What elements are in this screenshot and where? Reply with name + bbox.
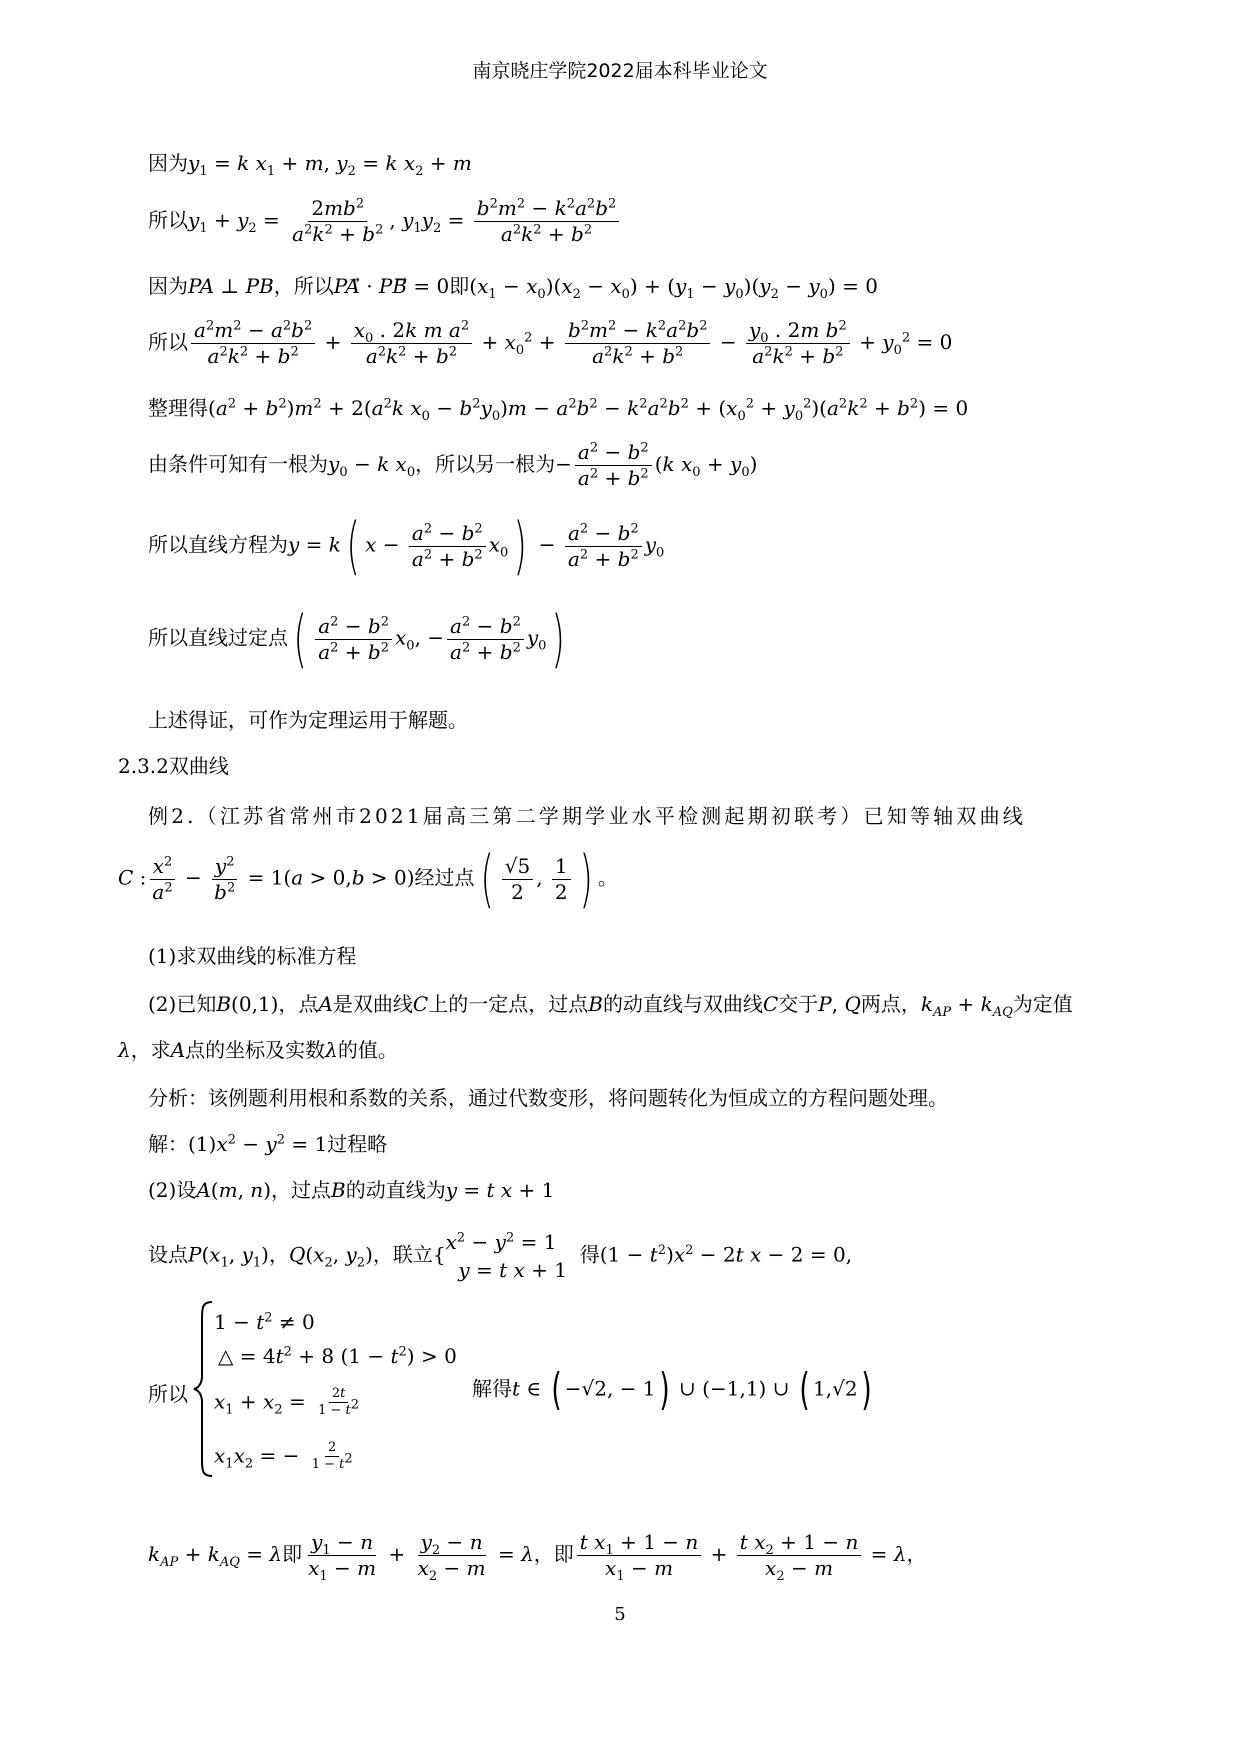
- text: 即: [282, 1542, 303, 1566]
- text: 两点，: [860, 992, 921, 1016]
- text: 解得: [472, 1376, 512, 1401]
- text: ，所以: [273, 274, 334, 298]
- text: 所以直线方程为: [148, 532, 288, 557]
- slope-sum: $k_{AP} + k_{AQ} = \lambda$即 $\frac{y_1 - n}{x_1 - m}$ + $\frac{y_2 - n}{x_2 - m}$ = λ，即 $\frac{t x_1 + 1 - n}{x_1 - m}$ + $\frac{t x_2 + 1 - n}{x_2 - m}$ = λ，: [148, 1530, 927, 1584]
- line-line-equation: 所以直线方程为y = k( x − $\frac{a^2 - b^2}{a^2 + b^2}$ $x_0$) − $\frac{a^2 - b^2}{a^2 + b^2}$ $y_0$: [148, 509, 665, 582]
- text: ，求: [130, 1038, 171, 1062]
- cond-2: △ = $4t^2 + 8$ $(1 - t^2) > 0$: [218, 1344, 457, 1368]
- text: 解：(1): [148, 1132, 217, 1156]
- text: ，即: [533, 1542, 574, 1566]
- line-fixed-point: 所以直线过定点( $\frac{a^2 - b^2}{a^2 + b^2}$ $x_0$, − $\frac{a^2 - b^2}{a^2 + b^2}$ $y_0$): [148, 602, 566, 675]
- cond-4: $x_1x_2$ = − $\frac{2}{1 - t^2}$: [214, 1440, 353, 1473]
- solution-2: (2)设A(m, n)，过点B的动直线为y = t x + 1: [148, 1178, 555, 1202]
- line-perpendicular: 因为PA ⊥ PB，所以PA⃗ · PB⃗ = 0即$(x_1 - x_0)(x_2 - x_0) + (y_1 - y_0)(y_2 - y_0) = 0$: [148, 274, 878, 302]
- so-label: 所以: [148, 1382, 188, 1406]
- proof-conclusion: 上述得证，可作为定理运用于解题。: [148, 708, 468, 732]
- solution-1: 解：$(1)x^2 - y^2 = 1$过程略: [148, 1132, 388, 1156]
- text: 的值。: [337, 1038, 398, 1062]
- set-points: 设点$P(x_1$, $y_1$)，$Q(x_2$, $y_2$)，联立{ $x^2 - y^2 = 1$ y = t x + 1 得$(1 - t^2)x^2 - 2t$ x − 2 = 0,: [148, 1230, 853, 1282]
- text: 经过点: [414, 865, 475, 890]
- text: 点的坐标及实数: [185, 1038, 326, 1062]
- text: 所以: [148, 208, 188, 232]
- text: (2)已知: [148, 992, 217, 1016]
- text: ，: [268, 1242, 289, 1267]
- text: 所以直线过定点: [148, 625, 288, 650]
- text: 即: [449, 274, 470, 298]
- line-expanded: 所以 $\frac{a^2m^2 - a^2b^2}{a^2k^2 + b^2}$ + $\frac{x_0 . 2k m a^2}{a^2k^2 + b^2}$ + $x_0^2$ + $\frac{b^2m^2 - k^2a^2b^2}{a^2k^2 + b^2}$ − $\frac{y_0 . 2m b^2}{a^2k^2 + b^2}$ + $y_0^2 = 0$: [148, 318, 953, 368]
- example-2-line2: C : $\frac{x^2}{a^2}$ − $\frac{y^2}{b^2}$ = 1(a > 0,b > 0)经过点( $\frac{√5}{2}$ , $\frac{1}{2}$ ) 。: [118, 842, 618, 915]
- text: 的动直线为: [345, 1178, 446, 1202]
- text: 过程略: [327, 1132, 388, 1156]
- question-1: (1)求双曲线的标准方程: [148, 944, 357, 968]
- analysis: 分析：该例题利用根和系数的关系，通过代数变形，将问题转化为恒成立的方程问题处理。: [148, 1086, 948, 1110]
- text: 上的一定点，过点: [428, 992, 589, 1016]
- text: 得: [579, 1242, 600, 1267]
- text: 设点: [148, 1242, 188, 1267]
- text: 为定值: [1012, 992, 1073, 1016]
- line-roots: 由条件可知有一根为$y_0 - k$ $x_0$，所以另一根为− $\frac{a^2 - b^2}{a^2 + b^2}$ (k $x_0 + y_0$): [148, 440, 758, 490]
- line-yi-kx: 因为$y_1 = k$ $x_1 + m$, $y_2 = k$ $x_2 + m$: [148, 151, 472, 179]
- text: ，点: [278, 992, 319, 1016]
- text: 由条件可知有一根为: [148, 452, 328, 476]
- text: ，所以另一根为: [415, 452, 556, 476]
- text: 的动直线与双曲线: [602, 992, 763, 1016]
- running-header: 南京晓庄学院2022届本科毕业论文: [472, 60, 768, 82]
- line-arranged: 整理得$(a^2 + b^2)m^2 + 2(a^2k$ $x_0 - b^2y_0)m - a^2b^2 - k^2a^2b^2 + (x_0^2 + y_0^2)(a^2k^2 + b^2) = 0$: [148, 396, 969, 424]
- left-brace: [192, 1300, 214, 1478]
- text: ，过点: [271, 1178, 331, 1202]
- cond-3: $x_1 + x_2$ = $\frac{2t}{1 - t^2}$: [214, 1386, 360, 1419]
- section-heading: 2.3.2双曲线: [118, 754, 229, 778]
- text: 因为: [148, 274, 188, 298]
- text: 。: [597, 865, 618, 890]
- text: 所以: [148, 330, 188, 354]
- text: ，: [906, 1542, 927, 1566]
- example-2-line1: 例2.（江苏省常州市2021届高三第二学期学业水平检测起期初联考）已知等轴双曲线: [148, 804, 1026, 828]
- text: (2)设: [148, 1178, 197, 1202]
- text: 整理得: [148, 396, 208, 420]
- line-sum-product: 所以$y_1 + y_2$ = $\frac{2mb^2}{a^2k^2 + b^2}$ , $y_1y_2$ = $\frac{b^2m^2 - k^2a^2b^2}{a^2k^2 + b^2}$: [148, 196, 622, 247]
- solve-range: 解得t ∈ ( −√2, − 1) ∪ (−1,1) ∪ ( 1,√2): [472, 1364, 872, 1415]
- text: 交于: [778, 992, 819, 1016]
- text: ，联立: [372, 1242, 433, 1267]
- page-number: 5: [614, 1604, 626, 1625]
- question-2-line1: (2)已知B(0,1)，点A是双曲线C上的一定点，过点B的动直线与双曲线C交于P, Q两点，$k_{AP} + k_{AQ}$为定值: [148, 992, 1073, 1020]
- question-2-line2: λ，求A点的坐标及实数λ的值。: [118, 1038, 398, 1062]
- text: 因为: [148, 151, 188, 175]
- text: 是双曲线: [332, 992, 413, 1016]
- cond-1: $1 - t^2 \ne 0$: [214, 1310, 315, 1334]
